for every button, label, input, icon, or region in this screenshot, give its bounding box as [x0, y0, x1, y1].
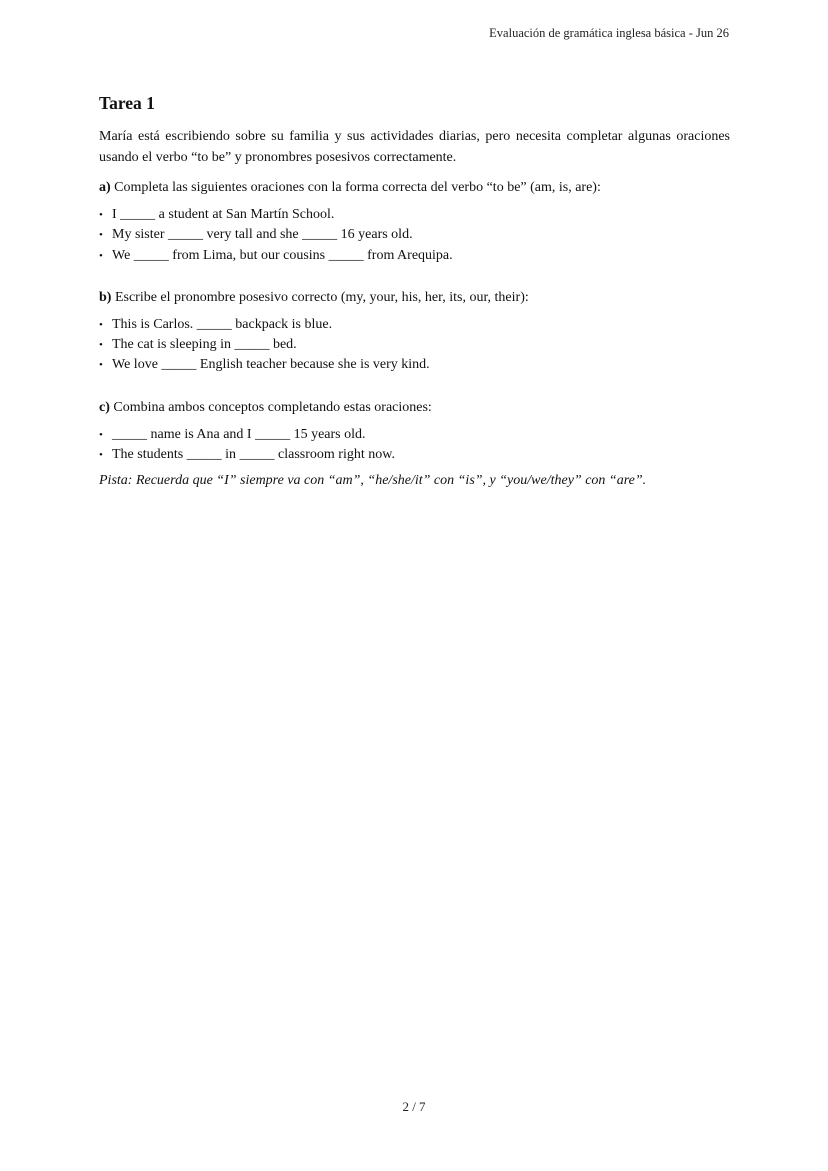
section-c-text: Combina ambos conceptos completando estas oraciones:	[113, 399, 432, 415]
list-item: • _____ name is Ana and I _____ 15 years old.	[99, 425, 730, 445]
list-item: • The students _____ in _____ classroom right now.	[99, 445, 730, 465]
section-a-text: Completa las siguientes oraciones con la forma correcta del verbo “to be” (am, is, are):	[114, 180, 601, 195]
section-a-letter: a)	[99, 180, 111, 195]
task-intro: María está escribiendo sobre su familia y sus actividades diarias, pero necesita completar algunas oraciones usando el verbo “to be” y pronombres posesivos correctamente.	[99, 129, 730, 165]
list-item: • My sister _____ very tall and she _____ 16 years old.	[99, 225, 730, 245]
list-item: • We _____ from Lima, but our cousins _____ from Arequipa.	[99, 246, 730, 266]
hint-text: Pista: Recuerda que “I” siempre va con “am”, “he/she/it” con “is”, y “you/we/they” con “are”.	[99, 473, 647, 489]
section-a-instruction	[99, 178, 730, 198]
list-item: • The cat is sleeping in _____ bed.	[99, 335, 730, 355]
page-header: Evaluación de gramática inglesa básica - Jun 26	[489, 26, 729, 40]
list-item: • I _____ a student at San Martín School.	[99, 205, 730, 225]
section-b-instruction	[99, 288, 730, 308]
list-item: • We love _____ English teacher because she is very kind.	[99, 355, 730, 375]
section-c-letter: c)	[99, 399, 110, 415]
page-number: 2 / 7	[402, 1099, 426, 1114]
section-a-list	[99, 205, 730, 266]
list-item: • This is Carlos. _____ backpack is blue.	[99, 315, 730, 335]
task-content	[99, 93, 730, 491]
section-b-letter: b)	[99, 289, 112, 305]
section-b-text: Escribe el pronombre posesivo correcto (my, your, his, her, its, our, their):	[114, 289, 529, 305]
section-b-list	[99, 315, 730, 376]
section-c-instruction	[99, 398, 730, 418]
section-c-list	[99, 425, 730, 466]
task-heading: Tarea 1	[99, 93, 155, 113]
